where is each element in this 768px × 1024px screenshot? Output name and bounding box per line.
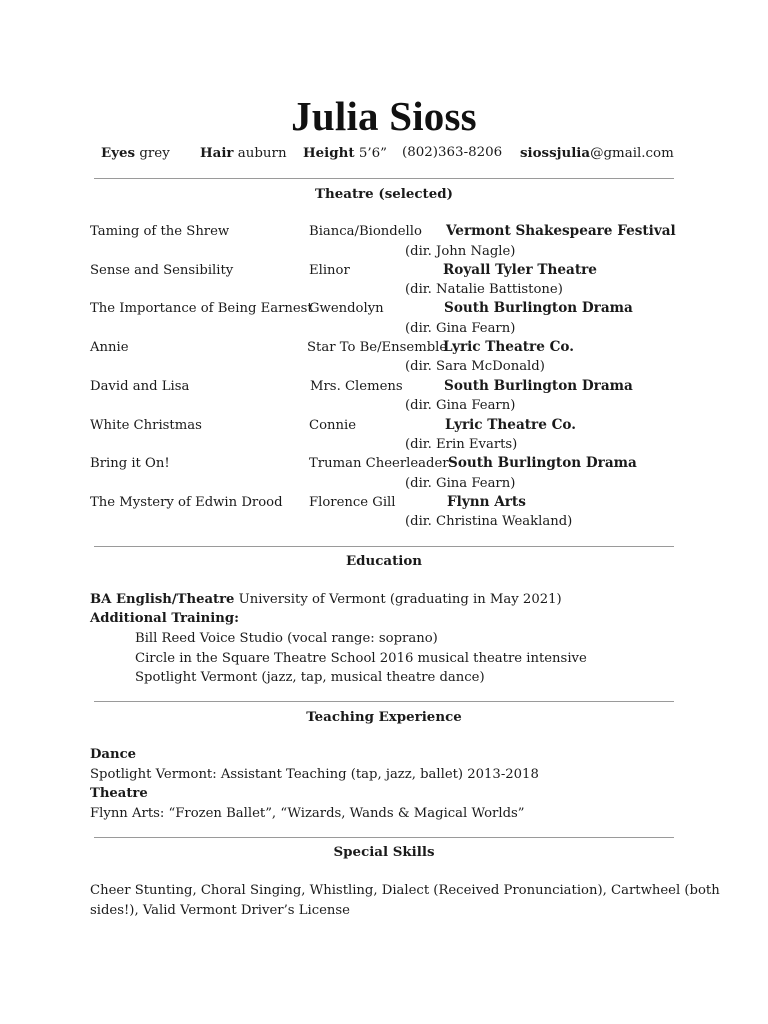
credit-director: (dir. Natalie Battistone): [405, 282, 563, 297]
credit-show: White Christmas: [90, 418, 202, 433]
skills-section-title: Special Skills: [333, 844, 435, 860]
credit-venue: South Burlington Drama: [444, 378, 633, 394]
training-item: Circle in the Square Theatre School 2016 musical theatre intensive: [135, 651, 587, 666]
phone-number: (802)363-8206: [402, 145, 503, 160]
credit-role: Gwendolyn: [309, 301, 384, 316]
teaching-section-title: Teaching Experience: [306, 709, 462, 725]
credit-director: (dir. John Nagle): [405, 244, 516, 259]
credit-role: Bianca/Biondello: [309, 224, 422, 239]
credit-venue: Lyric Theatre Co.: [443, 339, 574, 355]
training-item: Bill Reed Voice Studio (vocal range: soprano): [135, 631, 438, 646]
credit-venue: South Burlington Drama: [444, 300, 633, 316]
theatre-section-title: Theatre (selected): [315, 186, 453, 202]
credit-show: Sense and Sensibility: [90, 263, 234, 278]
skills-text-line: Cheer Stunting, Choral Singing, Whistling, Dialect (Received Pronunciation), Cartwheel (both: [90, 883, 720, 898]
eyes-label: Eyes: [101, 145, 136, 161]
training-label: Additional Training:: [90, 611, 239, 626]
email-domain: @gmail.com: [590, 146, 674, 161]
hair-label: Hair: [200, 145, 234, 161]
email-address: [520, 145, 674, 161]
credit-director: (dir. Sara McDonald): [405, 359, 545, 374]
teaching-dance-text: Spotlight Vermont: Assistant Teaching (tap, jazz, ballet) 2013-2018: [90, 767, 539, 782]
credit-director: (dir. Gina Fearn): [405, 476, 516, 491]
credit-venue: Lyric Theatre Co.: [445, 417, 576, 433]
credit-role: Star To Be/Ensemble: [307, 340, 448, 355]
degree-line: [90, 592, 562, 607]
height-label: Height: [303, 145, 355, 161]
credit-show: The Mystery of Edwin Drood: [90, 495, 283, 510]
credit-director: (dir. Gina Fearn): [405, 398, 516, 413]
credit-role: Elinor: [309, 263, 350, 278]
credit-show: Annie: [90, 340, 129, 355]
credit-show: David and Lisa: [90, 379, 190, 394]
credit-director: (dir. Erin Evarts): [405, 437, 518, 452]
hair-value: auburn: [237, 146, 287, 161]
eyes-value: grey: [139, 146, 170, 161]
degree-label: BA English/Theatre: [90, 592, 235, 607]
teaching-theatre-label: Theatre: [90, 786, 148, 801]
degree-detail: University of Vermont (graduating in May 2021): [238, 592, 562, 607]
education-section-title: Education: [345, 553, 423, 569]
divider: [94, 178, 674, 179]
height-value: 5’6”: [358, 146, 387, 161]
email-user: siossjulia: [520, 145, 591, 161]
credit-show: Bring it On!: [90, 456, 170, 471]
training-item: Spotlight Vermont (jazz, tap, musical theatre dance): [135, 670, 485, 685]
credit-role: Connie: [309, 418, 357, 433]
divider: [94, 546, 674, 547]
credit-venue: Vermont Shakespeare Festival: [446, 223, 676, 239]
credit-venue: Flynn Arts: [447, 494, 526, 510]
skills-text-line: sides!), Valid Vermont Driver’s License: [90, 903, 350, 918]
credit-venue: South Burlington Drama: [448, 455, 637, 471]
credit-role: Mrs. Clemens: [310, 379, 403, 394]
credit-director: (dir. Christina Weakland): [405, 514, 573, 529]
teaching-theatre-text: Flynn Arts: “Frozen Ballet”, “Wizards, Wands & Magical Worlds”: [90, 806, 525, 821]
teaching-dance-label: Dance: [90, 747, 136, 762]
hair-info: [200, 145, 287, 161]
resume-name: Julia Sioss: [291, 93, 477, 139]
credit-show: The Importance of Being Earnest: [90, 301, 313, 316]
credit-role: Truman Cheerleader: [309, 456, 449, 471]
credit-role: Florence Gill: [309, 495, 396, 510]
divider: [94, 701, 674, 702]
credit-director: (dir. Gina Fearn): [405, 321, 516, 336]
credit-venue: Royall Tyler Theatre: [443, 262, 597, 278]
height-info: [303, 145, 387, 161]
divider: [94, 837, 674, 838]
credit-show: Taming of the Shrew: [90, 224, 230, 239]
eyes-info: [101, 145, 170, 161]
